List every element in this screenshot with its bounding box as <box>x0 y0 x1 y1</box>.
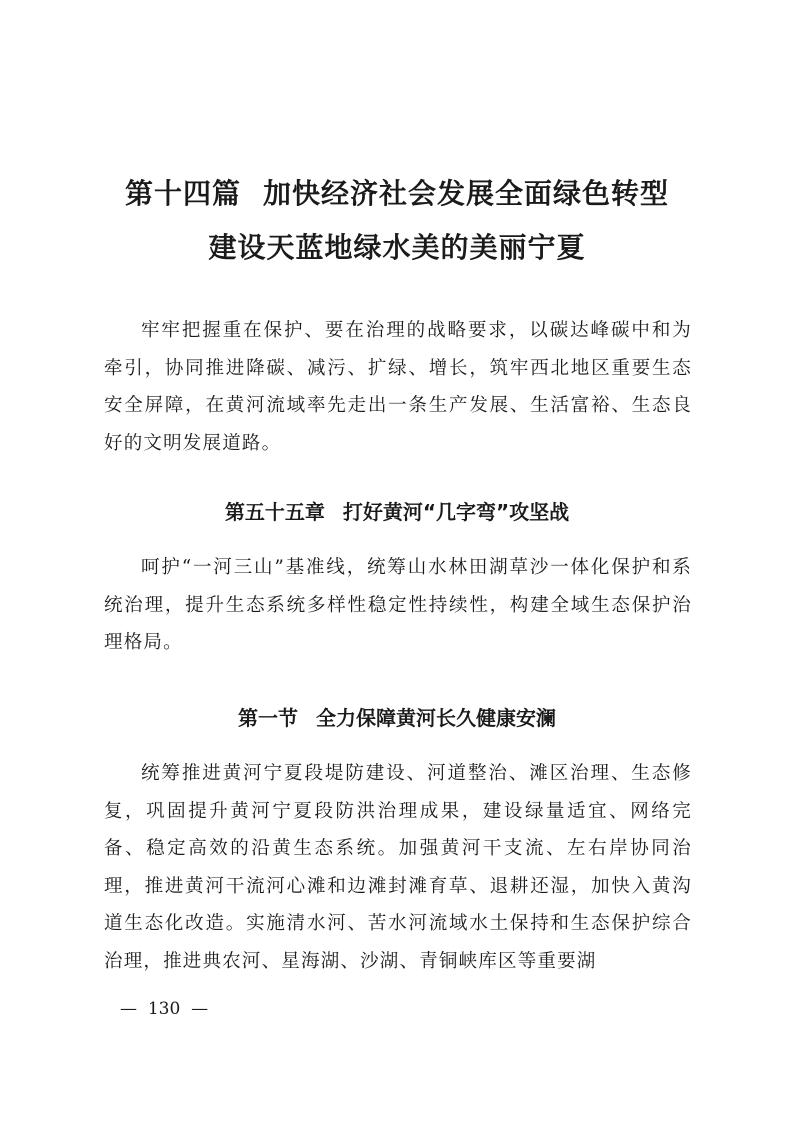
intro-paragraph: 牢牢把握重在保护、要在治理的战略要求，以碳达峰碳中和为牵引，协同推进降碳、减污、扩绿、增长，筑牢西北地区重要生态安全屏障，在黄河流域率先走出一条生产发展、生活富裕、生态良好的文明发展道路。 <box>104 320 692 454</box>
section-title: 全力保障黄河长久健康安澜 <box>316 706 556 730</box>
page-dash-right: — <box>191 999 209 1019</box>
part-number: 第十四篇 <box>124 177 241 210</box>
page-number: 130 <box>147 999 181 1019</box>
part-title-line-1 <box>0 172 794 212</box>
part-title-text: 加快经济社会发展全面绿色转型 <box>263 177 670 210</box>
chapter-title: 打好黄河“几字弯”攻坚战 <box>342 500 570 524</box>
section-paragraph: 统筹推进黄河宁夏段堤防建设、河道整治、滩区治理、生态修复，巩固提升黄河宁夏段防洪治理成果，建设绿量适宜、网络完备、稳定高效的沿黄生态系统。加强黄河干支流、左右岸协同治理，推进黄河干流河心滩和边滩封滩育草、退耕还湿，加快入黄沟道生态化改造。实施清水河、苦水河流域水土保持和生态保护综合治理，推进典农河、星海湖、沙湖、青铜峡库区等重要湖 <box>104 763 692 972</box>
chapter-paragraph: 呵护“一河三山”基准线，统筹山水林田湖草沙一体化保护和系统治理，提升生态系统多样性稳定性持续性，构建全域生态保护治理格局。 <box>104 557 692 653</box>
page-dash-left: — <box>120 999 137 1019</box>
section-heading <box>0 702 794 731</box>
chapter-number: 第五十五章 <box>224 500 325 524</box>
section-number: 第一节 <box>238 706 298 730</box>
chapter-heading <box>0 496 794 525</box>
part-title-line-2: 建设天蓝地绿水美的美丽宁夏 <box>208 231 586 264</box>
page-footer <box>120 999 208 1019</box>
